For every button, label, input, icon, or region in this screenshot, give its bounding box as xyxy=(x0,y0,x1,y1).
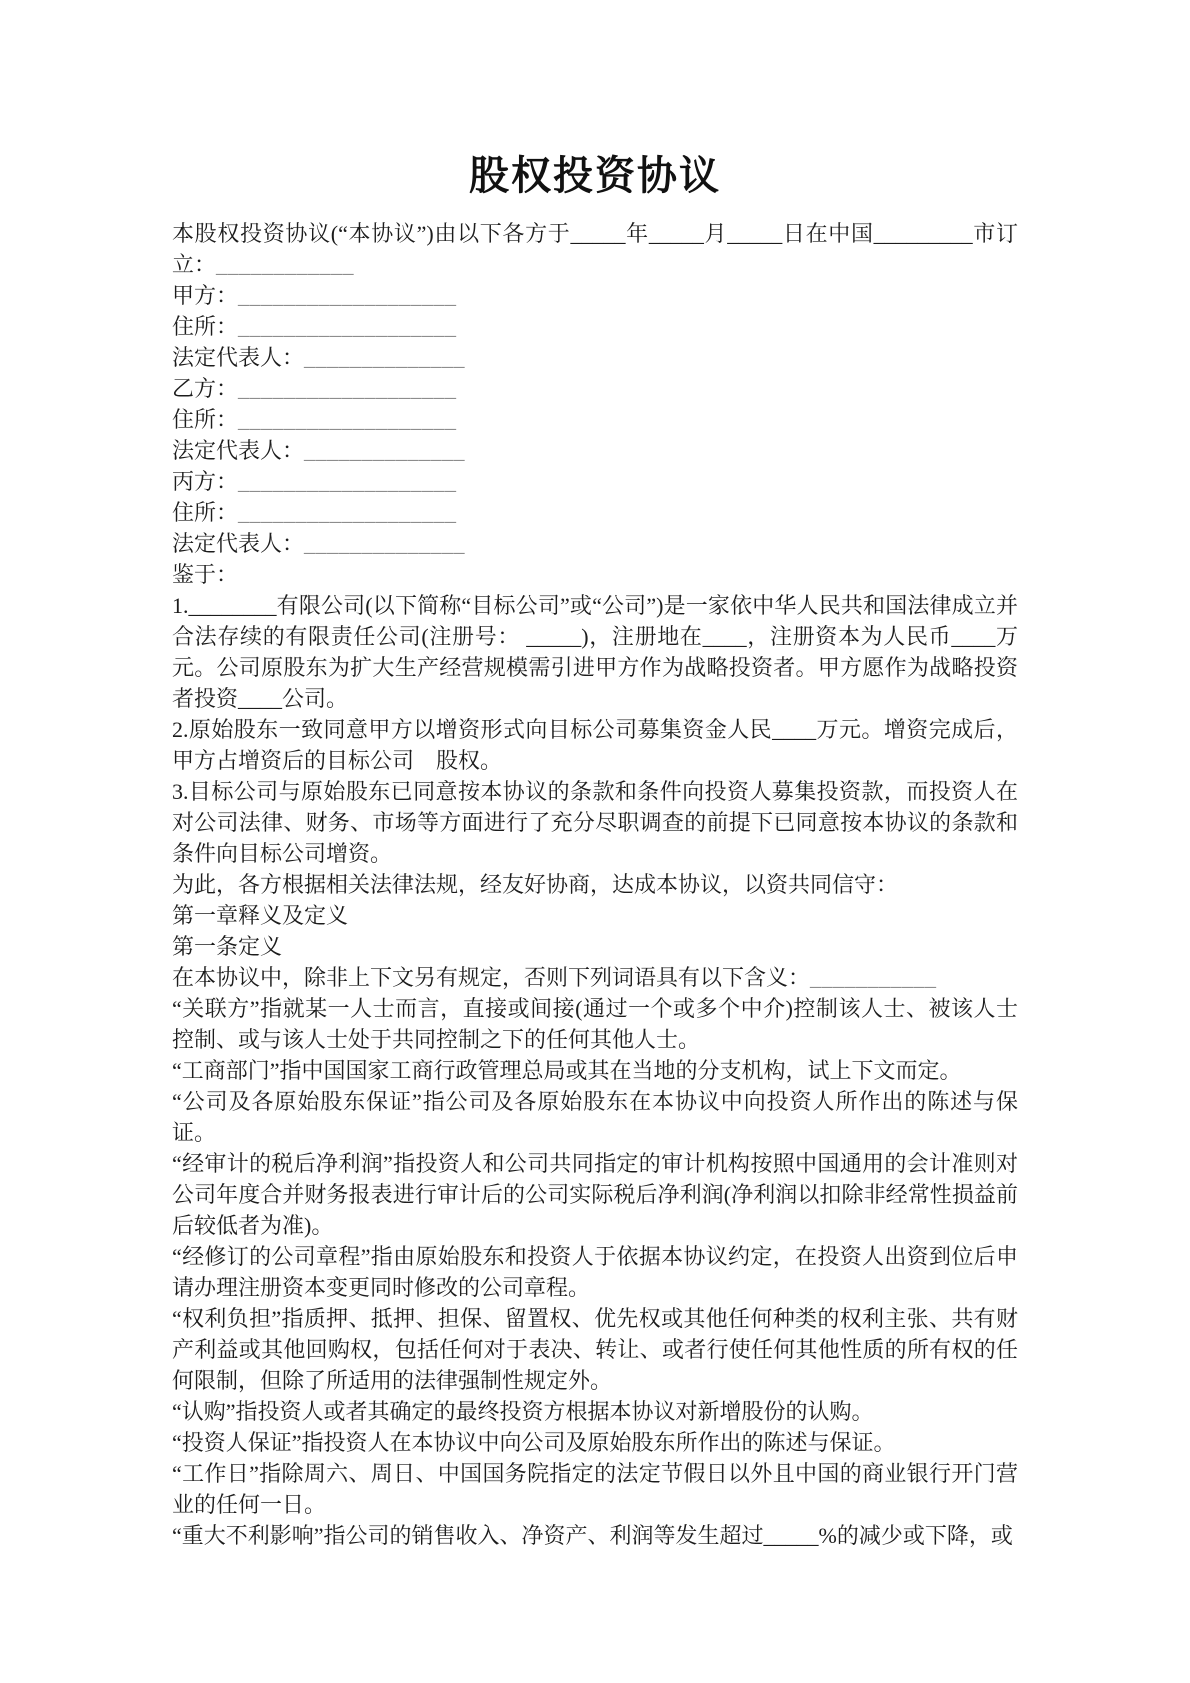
chapter-heading: 第一章释义及定义 xyxy=(172,903,349,928)
party-c-representative-blank: ______________ xyxy=(304,531,466,556)
party-c-name-blank: ___________________ xyxy=(238,469,457,494)
party-a-address-label: 住所： xyxy=(172,314,239,339)
definition-business-day: “工作日”指除周六、周日、中国国务院指定的法定节假日以外且中国的商业银行开门营业的任何一日。 xyxy=(172,1461,1018,1517)
party-b-representative-blank: ______________ xyxy=(304,438,466,463)
party-a-address-line xyxy=(172,311,1018,342)
definitions-intro-blank: ___________ xyxy=(810,965,937,990)
party-c-address-label: 住所： xyxy=(172,500,239,525)
party-a-representative-label: 法定代表人： xyxy=(172,345,305,370)
document-title: 股权投资协议 xyxy=(469,153,721,198)
party-c-representative-label: 法定代表人： xyxy=(172,531,305,556)
party-a-address-blank: ___________________ xyxy=(238,314,457,339)
article-heading: 第一条定义 xyxy=(172,934,283,959)
definition-encumbrance: “权利负担”指质押、抵押、担保、留置权、优先权或其他任何种类的权利主张、共有财产利益或其他回购权，包括任何对于表决、转让、或者行使任何其他性质的所有权的任何限制，但除了所适用的法律强制性规定外。 xyxy=(172,1306,1018,1393)
party-c-representative-line xyxy=(172,528,1018,559)
definition-amended-articles: “经修订的公司章程”指由原始股东和投资人于依据本协议约定，在投资人出资到位后申请办理注册资本变更同时修改的公司章程。 xyxy=(172,1244,1018,1300)
definition-investor-warranty: “投资人保证”指投资人在本协议中向公司及原始股东所作出的陈述与保证。 xyxy=(172,1430,896,1455)
party-b-representative-line xyxy=(172,435,1018,466)
definition-company-shareholder-warranty: “公司及各原始股东保证”指公司及各原始股东在本协议中向投资人所作出的陈述与保证。 xyxy=(172,1089,1018,1145)
party-a-representative-blank: ______________ xyxy=(304,345,466,370)
definitions-intro xyxy=(172,962,1018,993)
definition-affiliate: “关联方”指就某一人士而言，直接或间接(通过一个或多个中介)控制该人士、被该人士控制、或与该人士处于共同控制之下的任何其他人士。 xyxy=(172,996,1018,1052)
party-b-label: 乙方： xyxy=(172,376,239,401)
definitions-intro-text: 在本协议中，除非上下文另有规定，否则下列词语具有以下含义： xyxy=(172,965,811,990)
party-b-representative-label: 法定代表人： xyxy=(172,438,305,463)
definition-audited-net-profit: “经审计的税后净利润”指投资人和公司共同指定的审计机构按照中国通用的会计准则对公司年度合并财务报表进行审计后的公司实际税后净利润(净利润以扣除非经常性损益前后较低者为准)。 xyxy=(172,1151,1018,1238)
party-b-name-blank: ___________________ xyxy=(238,376,457,401)
party-c-name-line xyxy=(172,466,1018,497)
closing-statement: 为此，各方根据相关法律法规，经友好协商，达成本协议，以资共同信守： xyxy=(172,872,899,897)
party-a-name-line xyxy=(172,280,1018,311)
intro-text: 本股权投资协议(“本协议”)由以下各方于_____年_____月_____日在中国_________市订立： xyxy=(172,221,1018,277)
intro-paragraph xyxy=(172,218,1018,280)
party-b-name-line xyxy=(172,373,1018,404)
party-a-representative-line xyxy=(172,342,1018,373)
definition-material-adverse-effect: “重大不利影响”指公司的销售收入、净资产、利润等发生超过_____%的减少或下降，或 xyxy=(172,1523,1013,1548)
party-a-label: 甲方： xyxy=(172,283,239,308)
definition-subscription: “认购”指投资人或者其确定的最终投资方根据本协议对新增股份的认购。 xyxy=(172,1399,874,1424)
party-b-address-blank: ___________________ xyxy=(238,407,457,432)
party-b-address-line xyxy=(172,404,1018,435)
whereas-label: 鉴于： xyxy=(172,562,239,587)
intro-blank-line: ____________ xyxy=(216,252,355,277)
party-b-address-label: 住所： xyxy=(172,407,239,432)
party-c-address-line xyxy=(172,497,1018,528)
party-a-name-blank: ___________________ xyxy=(238,283,457,308)
definition-industry-commerce-dept: “工商部门”指中国国家工商行政管理总局或其在当地的分支机构，试上下文而定。 xyxy=(172,1058,962,1083)
recital-1: 1.________有限公司(以下简称“目标公司”或“公司”)是一家依中华人民共和国法律成立并合法存续的有限责任公司(注册号： _____)，注册地在____，注册资本为人民币____万元。公司原股东为扩大生产经营规模需引进甲方作为战略投资者。甲方愿作为战略投资者投资____公司。 xyxy=(172,593,1018,711)
party-c-address-blank: ___________________ xyxy=(238,500,457,525)
recital-3: 3.目标公司与原始股东已同意按本协议的条款和条件向投资人募集投资款，而投资人在对公司法律、财务、市场等方面进行了充分尽职调查的前提下已同意按本协议的条款和条件向目标公司增资。 xyxy=(172,779,1018,866)
party-c-label: 丙方： xyxy=(172,469,239,494)
recital-2: 2.原始股东一致同意甲方以增资形式向目标公司募集资金人民____万元。增资完成后，甲方占增资后的目标公司 股权。 xyxy=(172,717,1018,773)
